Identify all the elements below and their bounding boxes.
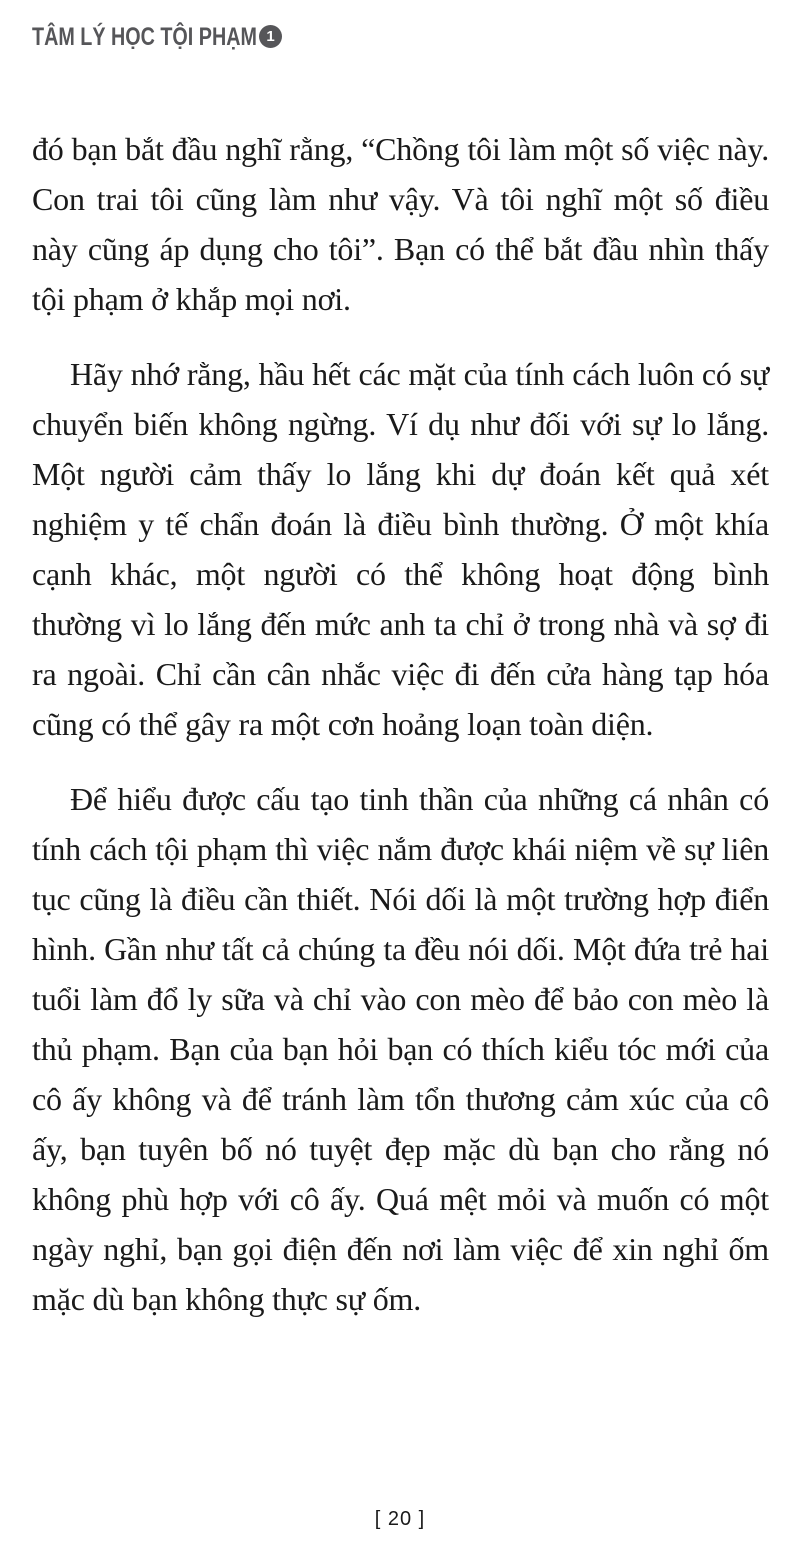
body-text [32, 124, 769, 1349]
running-head [32, 24, 772, 50]
body-paragraph: Hãy nhớ rằng, hầu hết các mặt của tính cách luôn có sự chuyển biến không ngừng. Ví dụ như đối với sự lo lắng. Một người cảm thấy lo lắng khi dự đoán kết quả xét nghiệm y tế chẩn đoán là điều bình thường. Ở một khía cạnh khác, một người có thể không hoạt động bình thường vì lo lắng đến mức anh ta chỉ ở trong nhà và sợ đi ra ngoài. Chỉ cần cân nhắc việc đi đến cửa hàng tạp hóa cũng có thể gây ra một cơn hoảng loạn toàn diện. [32, 356, 769, 742]
book-title: TÂM LÝ HỌC TỘI PHẠM [32, 23, 257, 51]
page-footer [0, 1508, 800, 1531]
body-paragraph: Để hiểu được cấu tạo tinh thần của những cá nhân có tính cách tội phạm thì việc nắm được khái niệm về sự liên tục cũng là điều cần thiết. Nói dối là một trường hợp điển hình. Gần như tất cả chúng ta đều nói dối. Một đứa trẻ hai tuổi làm đổ ly sữa và chỉ vào con mèo để bảo con mèo là thủ phạm. Bạn của bạn hỏi bạn có thích kiểu tóc mới của cô ấy không và để tránh làm tổn thương cảm xúc của cô ấy, bạn tuyên bố nó tuyệt đẹp mặc dù bạn cho rằng nó không phù hợp với cô ấy. Quá mệt mỏi và muốn có một ngày nghỉ, bạn gọi điện đến nơi làm việc để xin nghỉ ốm mặc dù bạn không thực sự ốm. [32, 781, 769, 1317]
body-paragraph: đó bạn bắt đầu nghĩ rằng, “Chồng tôi làm một số việc này. Con trai tôi cũng làm như vậy. Và tôi nghĩ một số điều này cũng áp dụng cho tôi”. Bạn có thể bắt đầu nhìn thấy tội phạm ở khắp mọi nơi. [32, 131, 769, 317]
volume-number-badge-icon: 1 [259, 25, 282, 48]
page-number: [ 20 ] [374, 1508, 426, 1530]
